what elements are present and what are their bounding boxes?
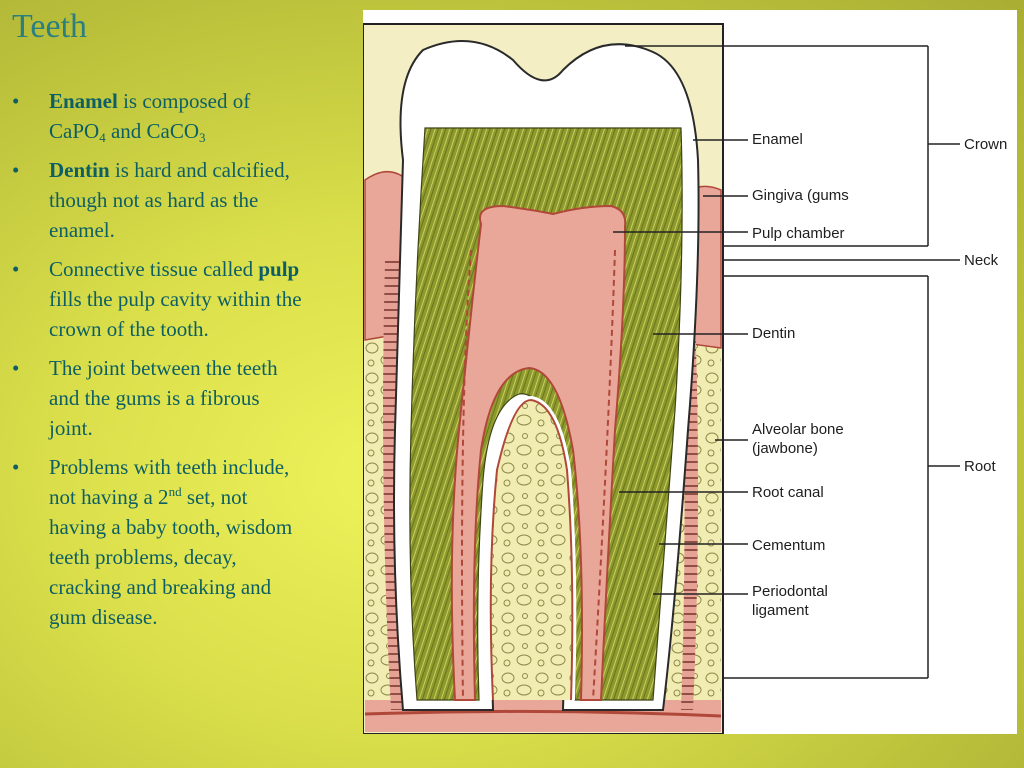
bullet-enamel (12, 86, 304, 146)
bullet-dentin (12, 155, 304, 245)
bullet-text: set, not having a baby tooth, wisdom teeth problems, decay, cracking and breaking and gum disease. (49, 485, 293, 629)
label-crown: Crown (964, 136, 1008, 153)
label-periodontal: Periodontal (752, 583, 828, 600)
bullet-marker: • (12, 158, 20, 182)
bullet-text: Problems with teeth include, not having a 2 (49, 455, 290, 509)
bullet-text: The joint between the teeth and the gums is a fibrous joint. (49, 356, 278, 440)
bullet-marker: • (12, 356, 20, 380)
slide-title: Teeth (12, 8, 88, 45)
label-gingiva: Gingiva (gums (752, 187, 849, 204)
label-dentin: Dentin (752, 325, 796, 342)
label-jawbone: (jawbone) (752, 440, 818, 457)
term-pulp: pulp (258, 257, 300, 281)
bullet-text: Connective tissue called (49, 257, 259, 281)
bullet-text: is hard and calcified, though not as hard as the enamel. (49, 158, 290, 242)
bullet-list (12, 86, 304, 641)
bullet-pulp (12, 254, 304, 344)
subscript: 4 (99, 130, 106, 145)
bullet-problems (12, 452, 304, 632)
bullet-text: fills the pulp cavity within the crown of the tooth. (49, 287, 302, 341)
bullet-joint (12, 353, 304, 443)
subscript: 3 (199, 130, 206, 145)
label-ligament: ligament (752, 602, 809, 619)
bullet-text: is composed of CaPO (49, 89, 251, 143)
label-enamel: Enamel (752, 131, 803, 148)
tooth-illustration (363, 10, 1017, 734)
term-enamel: Enamel (49, 89, 118, 113)
bullet-text: and CaCO (105, 119, 200, 143)
term-dentin: Dentin (49, 158, 110, 182)
label-cementum: Cementum (752, 537, 826, 554)
bullet-marker: • (12, 455, 20, 479)
bullet-marker: • (12, 89, 20, 113)
bullet-marker: • (12, 257, 20, 281)
label-root-canal: Root canal (752, 484, 824, 501)
label-alveolar-bone: Alveolar bone (752, 421, 844, 438)
tooth-diagram (363, 10, 1017, 734)
label-root: Root (964, 458, 996, 475)
label-pulp-chamber: Pulp chamber (752, 225, 845, 242)
label-neck: Neck (964, 252, 999, 269)
superscript: nd (168, 484, 182, 499)
